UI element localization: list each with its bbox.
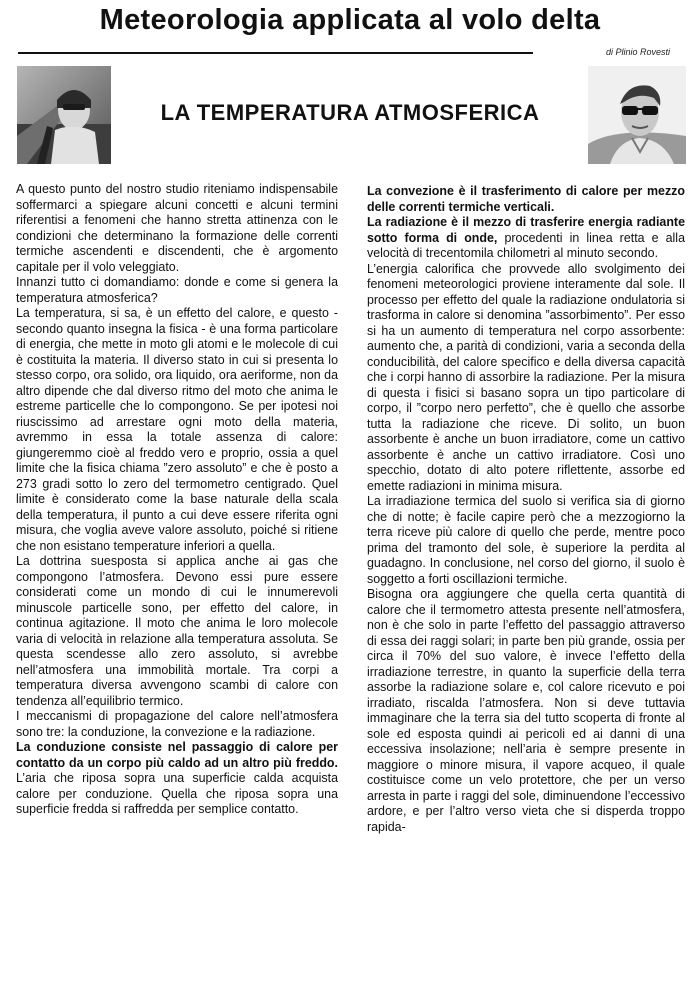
paragraph: L’energia calorifica che provvede allo svolgimento dei fenomeni meteorologici proviene interamente dal sole. Il processo per effetto del quale la radiazione ondulatoria si trasforma in calore si denomina ”assorbimento”. Per esso si ha un aumento di temperatura nel corpo assorbente: aumento che, a parità di condizioni, varia a seconda della conducibilità, del calore specifico e della diversa capacità che i corpi hanno di assorbire la radiazione. Per la misura di questa i fisici si basano sopra un tipo particolare di corpo, il ”corpo nero perfetto”, che è quello che assorbe tutta la radiazione che riceve. Di solito, un buon assorbente è anche un buon irradiatore, come un cattivo assorbente è anche un cattivo irradiatore. Così uno specchio, dotato di alto potere riflettente, assorbe ed emette radiazioni in minima misura. [367, 261, 685, 493]
paragraph-text: procedenti in linea retta e alla velocità di trecentomila chilometri al minuto secondo. [367, 230, 685, 260]
paragraph [367, 215, 685, 262]
paragraph: Innanzi tutto ci domandiamo: donde e come si genera la temperatura atmosferica? [16, 275, 338, 305]
header-rule [18, 52, 533, 54]
paragraph: La dottrina suesposta si applica anche ai gas che compongono l’atmosfera. Devono essi pure essere considerati come un mondo di cui le innumerevoli minuscole particelle sono, per effetto del calore, in continua agitazione. Il moto che anima le loro molecole varia di velocità in relazione alla temperatura assoluta. Se questa scendesse allo zero assoluto, si avrebbe nell’atmosfera una immobilità mortale. Tra corpi a temperatura diversa avvengono scambi di calore con tendenza all’equilibrio termico. [16, 554, 338, 708]
paragraph: Bisogna ora aggiungere che quella certa quantità di calore che il termometro attesta presente nell’atmosfera, non è che solo in parte l’effetto del passaggio attraverso di essa dei raggi solari; in parte ben più grande, ossia per circa il 70% del suo valore, è invece l’effetto della irradiazione terrestre, in quanto la superficie della terra assorbe la radiazione solare e, col calore ricevuto e poi irradiato, riscalda l’atmosfera. Non si deve tuttavia immaginare che la terra sia del tutto scoperta di fronte al sole ed esposta quindi ai pericoli ed ai danni di una eccessiva insolazione; nell’aria è sempre presente in maggiore o minore misura, il vapore acqueo, il quale costituisce come un velo protettore, che per un verso arresta in parte i raggi del sole, diminuendone l’eccessivo ardore, e per l’altro verso vieta che si disperda troppo rapida- [367, 587, 685, 834]
bold-definition-conduction: La conduzione consiste nel passaggio di calore per contatto da un corpo più caldo ad un altro più freddo. [16, 740, 338, 770]
left-text-column [16, 182, 338, 818]
bold-definition-convection: La convezione è il trasferimento di calore per mezzo delle correnti termiche verticali. [367, 184, 685, 214]
bold-definition-radiation: La radiazione è il mezzo di trasferire energia radiante sotto forma di onde, [367, 215, 685, 245]
author-portrait-photo [588, 66, 686, 164]
author-byline: di Plinio Rovesti [605, 47, 670, 57]
article-title: LA TEMPERATURA ATMOSFERICA [160, 100, 540, 125]
paragraph-text: L’aria che riposa sopra una superficie calda acquista calore per conduzione. Quella che riposa sopra una superficie fredda si raffredda per semplice contatto. [16, 771, 338, 816]
paragraph [16, 740, 338, 818]
paragraph: A questo punto del nostro studio riteniamo indispensabile soffermarci a spiegare alcuni concetti e alcuni termini riferentisi a fenomeni che hanno stretta attinenza con le condizioni che determinano la formazione delle correnti termiche ascendenti e discendenti, che è argomento capitale per il volo veleggiato. [16, 182, 338, 274]
pilot-portrait-photo [17, 66, 111, 164]
paragraph: La irradiazione termica del suolo si verifica sia di giorno che di notte; è facile capire però che a mezzogiorno la terra riceve più calore di quello che perde, mentre poco prima del tramonto del sole, è superiore la perdita al guadagno. In conclusione, nel corso del giorno, il suolo è soggetto a forti oscillazioni termiche. [367, 494, 685, 586]
magazine-section-heading: Meteorologia applicata al volo delta [99, 4, 601, 36]
paragraph: La temperatura, si sa, è un effetto del calore, e questo - secondo quanto insegna la fisica - è una forma particolare di energia, che mette in moto gli atomi e le molecole di cui è costituita la materia. Il diverso stato in cui si presenta lo stesso corpo, ora solido, ora liquido, ora aeriforme, non da altro dipende che dal diverso ritmo del moto che anima le estreme particelle che lo compongono. Se per ipotesi noi riuscissimo ad arrestare ogni moto della materia, avremmo in essa la totale assenza di calore: giungeremmo cioè al freddo vero e proprio, ossia a quel limite che la fisica chiama ”zero assoluto” e che è posto a 273 gradi sotto lo zero del termometro centigrado. Quel limite è considerato come la base naturale della scala della temperatura, il punto a cui deve essere riferita ogni misura, che voglia aveve valore assoluto, poiché si ritiene che non esistano temperature inferiori a quella. [16, 306, 338, 553]
paragraph: I meccanismi di propagazione del calore nell’atmosfera sono tre: la conduzione, la convezione e la radiazione. [16, 709, 338, 739]
right-text-column [367, 184, 685, 835]
